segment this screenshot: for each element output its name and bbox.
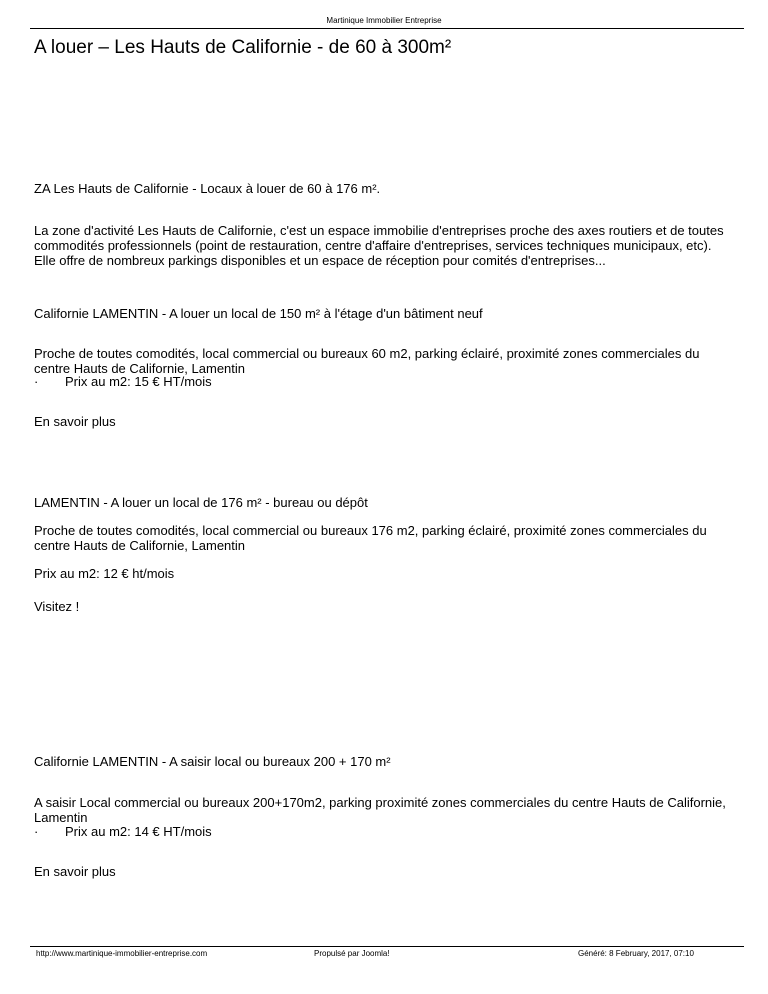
listing-3-price-line: [34, 824, 734, 839]
header-divider: [30, 28, 744, 29]
intro-heading: ZA Les Hauts de Californie - Locaux à louer de 60 à 176 m².: [34, 181, 381, 196]
listing-1-more-link[interactable]: En savoir plus: [34, 414, 116, 429]
listing-3-more-link[interactable]: En savoir plus: [34, 864, 116, 879]
page-title: A louer – Les Hauts de Californie - de 60 à 300m²: [34, 37, 452, 58]
footer-powered-by: Propulsé par Joomla!: [314, 949, 390, 958]
listing-1-price: Prix au m2: 15 € HT/mois: [65, 374, 212, 389]
footer-generated-date: Généré: 8 February, 2017, 07:10: [578, 949, 694, 958]
listing-3-price: Prix au m2: 14 € HT/mois: [65, 824, 212, 839]
listing-3-description: A saisir Local commercial ou bureaux 200+170m2, parking proximité zones commerciales du centre Hauts de Californie, Lamentin: [34, 795, 726, 825]
site-header: Martinique Immobilier Entreprise: [326, 16, 442, 25]
bullet-mark: ·: [34, 824, 39, 839]
listing-2-description: Proche de toutes comodités, local commercial ou bureaux 176 m2, parking éclairé, proximité zones commerciales du centre Hauts de Californie, Lamentin: [34, 523, 707, 553]
footer-divider: [30, 946, 744, 947]
listing-1-link-row: [34, 414, 734, 429]
listing-2-link-row: [34, 599, 734, 614]
listing-3-link-row: [34, 864, 734, 879]
bullet-mark: ·: [34, 374, 39, 389]
listing-3-title: Californie LAMENTIN - A saisir local ou bureaux 200 + 170 m²: [34, 754, 391, 769]
listing-1-price-line: [34, 374, 734, 389]
intro-text: La zone d'activité Les Hauts de Californie, c'est un espace immobilie d'entreprises proche des axes routiers et de toutes commodités professionnels (point de restauration, centre d'affaire d'entreprises, services techniques municipaux, etc). Elle offre de nombreux parkings disponibles et un espace de réception pour comités d'entreprises...: [34, 223, 724, 268]
listing-1-description: Proche de toutes comodités, local commercial ou bureaux 60 m2, parking éclairé, proximité zones commerciales du centre Hauts de Californie, Lamentin: [34, 346, 700, 376]
listing-1-title: Californie LAMENTIN - A louer un local de 150 m² à l'étage d'un bâtiment neuf: [34, 306, 483, 321]
listing-2-price: Prix au m2: 12 € ht/mois: [34, 566, 175, 581]
listing-2-title: LAMENTIN - A louer un local de 176 m² - bureau ou dépôt: [34, 495, 368, 510]
listing-2-visit-link[interactable]: Visitez !: [34, 599, 80, 614]
footer-url-link[interactable]: http://www.martinique-immobilier-entreprise.com: [36, 949, 208, 958]
